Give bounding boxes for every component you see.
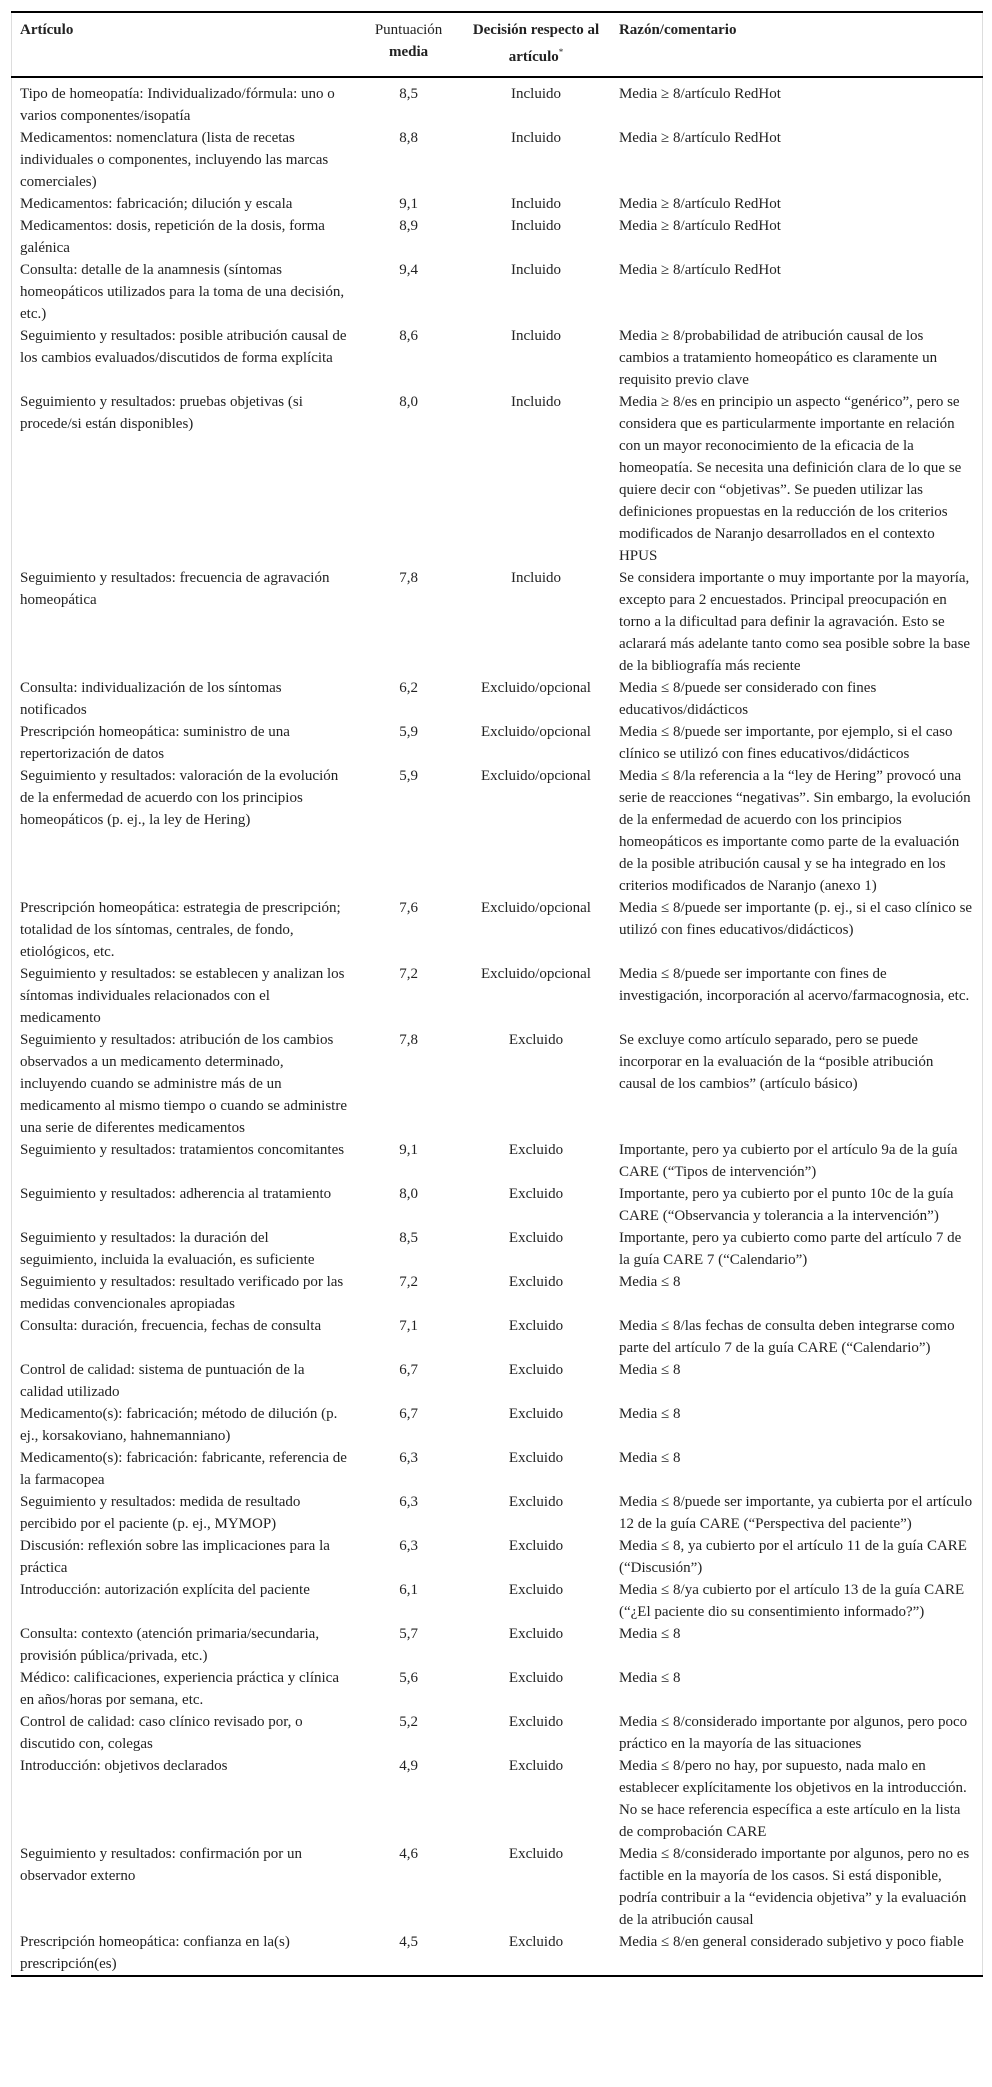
cell-articulo: Seguimiento y resultados: adherencia al tratamiento — [20, 1186, 332, 1202]
cell-articulo: Introducción: objetivos declarados — [20, 1758, 228, 1774]
cell-articulo: Consulta: individualización de los síntomas notificados — [20, 680, 282, 718]
cell-articulo: Seguimiento y resultados: atribución de los cambios observados a un medicamento determinado, incluyendo cuando se administre más de un medicamento al mismo tiempo o cuando se administre una serie de diferentes medicamentos — [20, 1032, 348, 1136]
cell-razon: Importante, pero ya cubierto por el punto 10c de la guía CARE (“Observancia y tolerancia a la intervención”) — [618, 1186, 954, 1224]
table-row — [12, 259, 983, 325]
cell-razon: Media ≤ 8/en general considerado subjetivo y poco fiable — [618, 1934, 964, 1950]
cell-articulo: Médico: calificaciones, experiencia práctica y clínica en años/horas por semana, etc. — [20, 1670, 339, 1708]
cell-decision: Excluido/opcional — [481, 680, 591, 696]
cell-decision: Incluido — [511, 394, 561, 410]
cell-decision: Excluido/opcional — [481, 900, 591, 916]
cell-decision: Excluido — [508, 1626, 564, 1642]
cell-articulo: Introducción: autorización explícita del paciente — [20, 1582, 310, 1598]
cell-decision: Excluido — [508, 1230, 564, 1246]
cell-decision: Incluido — [511, 130, 561, 146]
cell-razon: Media ≤ 8/las fechas de consulta deben integrarse como parte del artículo 7 de la guía CARE (“Calendario”) — [618, 1318, 955, 1356]
cell-decision: Incluido — [511, 86, 561, 102]
table-row — [12, 391, 983, 567]
header-decision — [461, 12, 611, 77]
header-puntuacion-line2: media — [388, 44, 429, 60]
cell-media: 5,9 — [399, 724, 418, 740]
table-row — [12, 1755, 983, 1843]
cell-articulo: Consulta: detalle de la anamnesis (síntomas homeopáticos utilizados para la toma de una decisión, etc.) — [20, 262, 345, 322]
table-row — [12, 1623, 983, 1667]
table-row — [12, 77, 983, 127]
cell-razon: Media ≤ 8/considerado importante por algunos, pero poco práctico en la mayoría de las situaciones — [618, 1714, 968, 1752]
table-row — [12, 325, 983, 391]
cell-media: 4,6 — [399, 1846, 418, 1862]
cell-decision: Excluido — [508, 1846, 564, 1862]
table-row — [12, 1447, 983, 1491]
table-row — [12, 1843, 983, 1931]
cell-articulo: Seguimiento y resultados: tratamientos concomitantes — [20, 1142, 345, 1158]
cell-razon: Media ≥ 8/artículo RedHot — [618, 218, 781, 234]
table-row — [12, 1667, 983, 1711]
cell-articulo: Medicamentos: nomenclatura (lista de recetas individuales o componentes, incluyendo las marcas comerciales) — [20, 130, 329, 190]
cell-razon: Media ≤ 8/puede ser considerado con fines educativos/didácticos — [618, 680, 877, 718]
cell-media: 7,8 — [399, 1032, 418, 1048]
cell-decision: Excluido — [508, 1362, 564, 1378]
cell-media: 8,5 — [399, 86, 418, 102]
cell-razon: Media ≥ 8/artículo RedHot — [618, 86, 781, 102]
cell-articulo: Prescripción homeopática: confianza en la(s) prescripción(es) — [20, 1934, 290, 1972]
cell-media: 6,3 — [399, 1538, 418, 1554]
header-puntuacion — [356, 12, 461, 77]
cell-articulo: Discusión: reflexión sobre las implicaciones para la práctica — [20, 1538, 330, 1576]
cell-decision: Excluido — [508, 1142, 564, 1158]
cell-media: 6,7 — [399, 1406, 418, 1422]
table-row — [12, 721, 983, 765]
cell-articulo: Seguimiento y resultados: resultado verificado por las medidas convencionales apropiadas — [20, 1274, 344, 1312]
table-row — [12, 1183, 983, 1227]
cell-media: 9,1 — [399, 1142, 418, 1158]
cell-articulo: Medicamentos: dosis, repetición de la dosis, forma galénica — [20, 218, 325, 256]
cell-razon: Media ≤ 8 — [618, 1670, 681, 1686]
table-row — [12, 567, 983, 677]
cell-media: 7,6 — [399, 900, 418, 916]
cell-decision: Excluido/opcional — [481, 768, 591, 784]
header-articulo: Artículo — [20, 22, 74, 38]
cell-articulo: Seguimiento y resultados: frecuencia de agravación homeopática — [20, 570, 330, 608]
cell-articulo: Prescripción homeopática: suministro de una repertorización de datos — [20, 724, 290, 762]
table-row — [12, 765, 983, 897]
header-razon: Razón/comentario — [618, 22, 737, 38]
cell-articulo: Seguimiento y resultados: confirmación por un observador externo — [20, 1846, 303, 1884]
cell-razon: Media ≤ 8 — [618, 1406, 681, 1422]
table-row — [12, 1227, 983, 1271]
cell-articulo: Seguimiento y resultados: medida de resultado percibido por el paciente (p. ej., MYMOP) — [20, 1494, 301, 1532]
cell-decision: Excluido/opcional — [481, 966, 591, 982]
cell-media: 8,0 — [399, 394, 418, 410]
cell-razon: Media ≤ 8 — [618, 1274, 681, 1290]
cell-media: 6,3 — [399, 1450, 418, 1466]
cell-articulo: Medicamento(s): fabricación: fabricante, referencia de la farmacopea — [20, 1450, 347, 1488]
cell-razon: Media ≤ 8/ya cubierto por el artículo 13 de la guía CARE (“¿El paciente dio su consentimiento informado?”) — [618, 1582, 965, 1620]
cell-razon: Media ≤ 8 — [618, 1450, 681, 1466]
cell-decision: Excluido — [508, 1670, 564, 1686]
cell-media: 6,1 — [399, 1582, 418, 1598]
table-row — [12, 1271, 983, 1315]
cell-decision: Excluido — [508, 1934, 564, 1950]
cell-razon: Media ≤ 8/pero no hay, por supuesto, nada malo en establecer explícitamente los objetivos en la introducción. No se hace referencia específica a este artículo en la lista de comprobación CARE — [618, 1758, 967, 1840]
cell-media: 7,1 — [399, 1318, 418, 1334]
cell-media: 9,1 — [399, 196, 418, 212]
cell-decision: Incluido — [511, 196, 561, 212]
cell-articulo: Seguimiento y resultados: la duración del seguimiento, incluida la evaluación, es suficiente — [20, 1230, 315, 1268]
cell-media: 8,0 — [399, 1186, 418, 1202]
table-row — [12, 1139, 983, 1183]
table-row — [12, 897, 983, 963]
cell-decision: Incluido — [511, 218, 561, 234]
cell-articulo: Seguimiento y resultados: valoración de la evolución de la enfermedad de acuerdo con los principios homeopáticos (p. ej., la ley de Hering) — [20, 768, 339, 828]
cell-razon: Media ≤ 8/puede ser importante, por ejemplo, si el caso clínico se utilizó con fines educativos/didácticos — [618, 724, 953, 762]
cell-decision: Incluido — [511, 328, 561, 344]
header-puntuacion-line1: Puntuación — [374, 22, 443, 38]
table-row — [12, 1535, 983, 1579]
cell-razon: Se considera importante o muy importante por la mayoría, excepto para 2 encuestados. Principal preocupación en torno a la dificultad para definir la agravación. Esto se aclarará más adelante tanto como sea posible sobre la base de la bibliografía más reciente — [618, 570, 971, 674]
cell-razon: Media ≥ 8/artículo RedHot — [618, 130, 781, 146]
cell-media: 6,2 — [399, 680, 418, 696]
cell-decision: Excluido — [508, 1494, 564, 1510]
cell-articulo: Medicamentos: fabricación; dilución y escala — [20, 196, 293, 212]
cell-media: 7,2 — [399, 966, 418, 982]
table-row — [12, 215, 983, 259]
cell-articulo: Consulta: duración, frecuencia, fechas de consulta — [20, 1318, 322, 1334]
cell-razon: Media ≥ 8/es en principio un aspecto “genérico”, pero se considera que es particularmente importante en relación con un mayor reconocimiento de la eficacia de la homeopatía. Se necesita una definición clara de lo que se quiere decir con “objetivas”. Se pueden utilizar las definiciones propuestas en la reducción de los criterios modificados de Naranjo desarrollados en el contexto HPUS — [618, 394, 962, 564]
cell-articulo: Tipo de homeopatía: Individualizado/fórmula: uno o varios componentes/isopatía — [20, 86, 335, 124]
table-row — [12, 1579, 983, 1623]
homeopathy-items-table — [11, 11, 983, 1977]
cell-decision: Excluido — [508, 1318, 564, 1334]
cell-razon: Media ≥ 8/artículo RedHot — [618, 196, 781, 212]
cell-decision: Excluido — [508, 1758, 564, 1774]
cell-media: 6,7 — [399, 1362, 418, 1378]
cell-media: 5,2 — [399, 1714, 418, 1730]
cell-media: 7,8 — [399, 570, 418, 586]
cell-decision: Excluido — [508, 1582, 564, 1598]
cell-decision: Excluido/opcional — [481, 724, 591, 740]
cell-decision: Excluido — [508, 1714, 564, 1730]
cell-media: 6,3 — [399, 1494, 418, 1510]
cell-media: 4,5 — [399, 1934, 418, 1950]
cell-razon: Media ≤ 8 — [618, 1362, 681, 1378]
cell-articulo: Seguimiento y resultados: posible atribución causal de los cambios evaluados/discutidos de forma explícita — [20, 328, 347, 366]
cell-media: 7,2 — [399, 1274, 418, 1290]
table-row — [12, 1931, 983, 1976]
table-row — [12, 193, 983, 215]
table-row — [12, 1315, 983, 1359]
cell-razon: Importante, pero ya cubierto como parte del artículo 7 de la guía CARE 7 (“Calendario”) — [618, 1230, 962, 1268]
cell-media: 8,9 — [399, 218, 418, 234]
cell-media: 5,7 — [399, 1626, 418, 1642]
cell-articulo: Control de calidad: sistema de puntuación de la calidad utilizado — [20, 1362, 305, 1400]
table-row — [12, 1029, 983, 1139]
cell-razon: Se excluye como artículo separado, pero se puede incorporar en la evaluación de la “posible atribución causal de los cambios” (artículo básico) — [618, 1032, 934, 1092]
cell-razon: Media ≤ 8/puede ser importante, ya cubierta por el artículo 12 de la guía CARE (“Perspectiva del paciente”) — [618, 1494, 973, 1532]
cell-decision: Excluido — [508, 1538, 564, 1554]
table-row — [12, 677, 983, 721]
footnote-marker: * — [558, 47, 564, 57]
table-row — [12, 963, 983, 1029]
cell-media: 8,5 — [399, 1230, 418, 1246]
cell-decision: Excluido — [508, 1450, 564, 1466]
cell-media: 5,6 — [399, 1670, 418, 1686]
table-header-row — [12, 12, 983, 77]
cell-articulo: Control de calidad: caso clínico revisado por, o discutido con, colegas — [20, 1714, 303, 1752]
cell-razon: Media ≤ 8, ya cubierto por el artículo 11 de la guía CARE (“Discusión”) — [618, 1538, 967, 1576]
table-row — [12, 1403, 983, 1447]
cell-razon: Media ≥ 8/probabilidad de atribución causal de los cambios a tratamiento homeopático es claramente un requisito previo clave — [618, 328, 938, 388]
cell-razon: Media ≥ 8/artículo RedHot — [618, 262, 781, 278]
cell-razon: Media ≤ 8/la referencia a la “ley de Hering” provocó una serie de reacciones “negativas”. Sin embargo, la evolución de la enfermedad de acuerdo con los principios homeopáticos es importante como parte de la evaluación de la posible atribución causal y se ha integrado en los criterios modificados de Naranjo (anexo 1) — [618, 768, 971, 894]
cell-articulo: Medicamento(s): fabricación; método de dilución (p. ej., korsakoviano, hahnemanniano) — [20, 1406, 338, 1444]
cell-decision: Incluido — [511, 570, 561, 586]
cell-razon: Media ≤ 8/considerado importante por algunos, pero no es factible en la mayoría de los casos. Si está disponible, podría contribuir a la “evidencia objetiva” y la evaluación de la atribución causal — [618, 1846, 970, 1928]
cell-decision: Excluido — [508, 1186, 564, 1202]
cell-razon: Media ≤ 8 — [618, 1626, 681, 1642]
cell-media: 4,9 — [399, 1758, 418, 1774]
cell-razon: Media ≤ 8/puede ser importante (p. ej., si el caso clínico se utilizó con fines educativos/didácticos) — [618, 900, 973, 938]
cell-media: 8,8 — [399, 130, 418, 146]
cell-decision: Excluido — [508, 1274, 564, 1290]
cell-articulo: Seguimiento y resultados: se establecen y analizan los síntomas individuales relacionados con el medicamento — [20, 966, 345, 1026]
table-row — [12, 1711, 983, 1755]
table-row — [12, 127, 983, 193]
cell-media: 5,9 — [399, 768, 418, 784]
cell-decision: Excluido — [508, 1032, 564, 1048]
cell-media: 8,6 — [399, 328, 418, 344]
header-decision-text: Decisión respecto al artículo — [472, 22, 600, 65]
table-row — [12, 1491, 983, 1535]
cell-articulo: Seguimiento y resultados: pruebas objetivas (si procede/si están disponibles) — [20, 394, 303, 432]
table-row — [12, 1359, 983, 1403]
cell-articulo: Consulta: contexto (atención primaria/secundaria, provisión pública/privada, etc.) — [20, 1626, 320, 1664]
cell-razon: Media ≤ 8/puede ser importante con fines de investigación, incorporación al acervo/farmacognosia, etc. — [618, 966, 970, 1004]
cell-media: 9,4 — [399, 262, 418, 278]
cell-articulo: Prescripción homeopática: estrategia de prescripción; totalidad de los síntomas, centrales, de fondo, etiológicos, etc. — [20, 900, 341, 960]
cell-razon: Importante, pero ya cubierto por el artículo 9a de la guía CARE (“Tipos de intervención”) — [618, 1142, 958, 1180]
cell-decision: Excluido — [508, 1406, 564, 1422]
cell-decision: Incluido — [511, 262, 561, 278]
